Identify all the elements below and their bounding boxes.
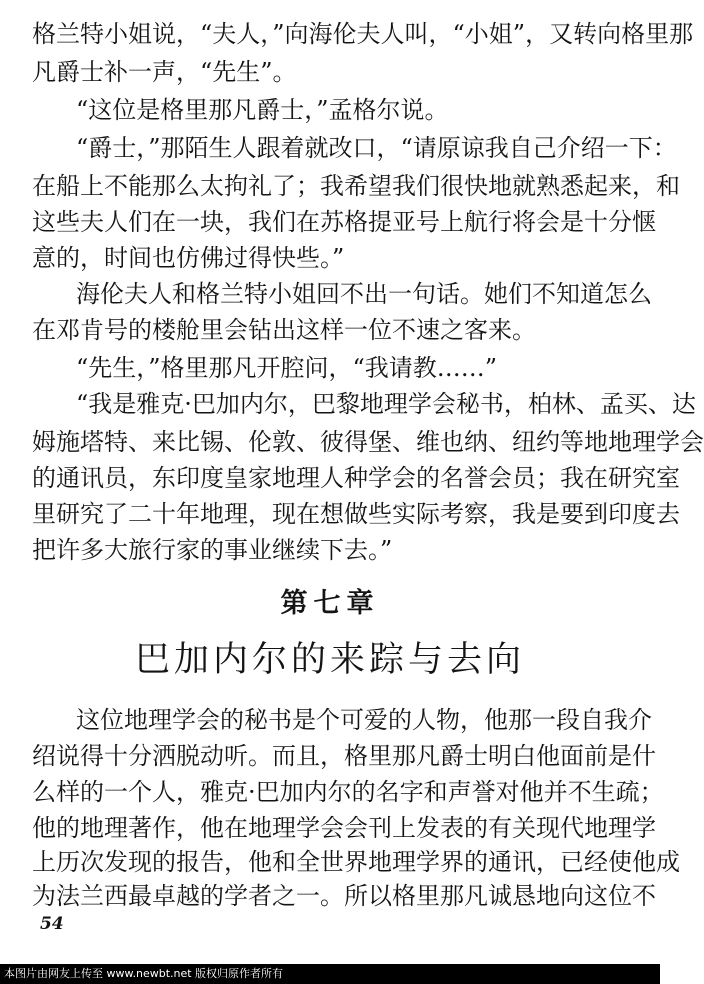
chapter-line: 上历次发现的报告，他和全世界地理学界的通讯，已经使他成 [32, 848, 680, 876]
chapter-line: 为法兰西最卓越的学者之一。所以格里那凡诚恳地向这位不 [32, 882, 656, 910]
page-number: 54 [40, 914, 64, 934]
body-line: “先生，”格里那凡开腔问，“我请教……” [76, 354, 498, 382]
body-line: “我是雅克·巴加内尔，巴黎地理学会秘书，柏林、孟买、达 [76, 390, 696, 418]
chapter-line: 绍说得十分洒脱动听。而且，格里那凡爵士明白他面前是什 [32, 742, 656, 770]
body-line: 凡爵士补一声，“先生”。 [32, 58, 297, 86]
body-line: 在船上不能那么太拘礼了；我希望我们很快地就熟悉起来，和 [32, 172, 680, 200]
chapter-line: 么样的一个人，雅克·巴加内尔的名字和声誉对他并不生疏； [32, 778, 664, 806]
body-line: 把许多大旅行家的事业继续下去。” [32, 536, 393, 564]
body-line: 意的，时间也仿佛过得快些。” [32, 244, 345, 272]
chapter-title: 巴加内尔的来踪与去向 [134, 640, 525, 680]
chapter-line: 这位地理学会的秘书是个可爱的人物，他那一段自我介 [76, 706, 652, 734]
body-line: 这些夫人们在一块，我们在苏格提亚号上航行将会是十分惬 [32, 208, 656, 236]
body-line: 格兰特小姐说，“夫人，”向海伦夫人叫，“小姐”，又转向格里那 [32, 20, 694, 48]
body-line: 在邓肯号的楼舱里会钻出这样一位不速之客来。 [32, 316, 536, 344]
body-line: 姆施塔特、来比锡、伦敦、彼得堡、维也纳、纽约等地地理学会 [32, 428, 704, 456]
body-line: 的通讯员，东印度皇家地理人种学会的名誉会员；我在研究室 [32, 464, 680, 492]
body-line: 里研究了二十年地理，现在想做些实际考察，我是要到印度去 [32, 500, 680, 528]
chapter-line: 他的地理著作，他在地理学会会刊上发表的有关现代地理学 [32, 814, 656, 842]
body-line: “这位是格里那凡爵士，”孟格尔说。 [76, 96, 449, 124]
body-line: 海伦夫人和格兰特小姐回不出一句话。她们不知道怎么 [76, 280, 652, 308]
body-line: “爵士，”那陌生人跟着就改口，“请原谅我自己介绍一下： [76, 134, 677, 162]
chapter-number: 第七章 [280, 588, 380, 619]
watermark-footer: 本图片由网友上传至 www.newbt.net 版权归原作者所有 [0, 964, 660, 984]
